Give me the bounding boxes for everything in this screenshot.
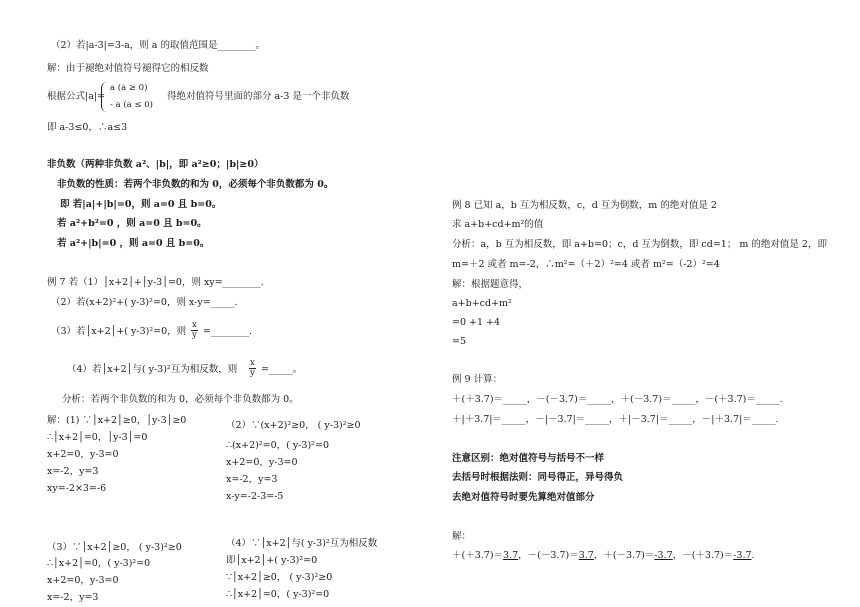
fraction-denominator: y — [191, 329, 197, 340]
analysis: 分析：若两个非负数的和为 0，必须每个非负数都为 0。 — [62, 394, 299, 405]
example7-part2: （2）若(x+2)²+( y-3)²=0，则 x-y=_____. — [51, 297, 238, 308]
solution-1-line: xy=-2×3=-6 — [47, 483, 107, 494]
note-3: 去绝对值符号时要先算绝对值部分 — [452, 492, 595, 503]
example7-part3-tail: =________. — [203, 326, 252, 337]
example8-solution-label: 解：根据题意得， — [452, 279, 529, 290]
example7-part3: （3）若│x+2│+( y-3)²=0，则 — [51, 326, 187, 337]
solution-2-line: x+2=0，y-3=0 — [226, 457, 298, 468]
answer-value: 3.7 — [503, 550, 519, 561]
example8-analysis: 分析：a，b 互为相反数，即 a+b=0；c，d 互为倒数，即 cd=1； m 的绝对值是 2，即 — [452, 239, 827, 250]
example9-answers — [452, 551, 755, 562]
solution-4-line: （4）∵│x+2│与( y-3)²互为相反数 — [226, 538, 378, 549]
formula-prefix: 根据公式|a|= — [47, 91, 106, 102]
answer-expr: ＋(＋3.7)＝ — [452, 550, 504, 561]
solution-4-line: 即│x+2│+( y-3)²=0 — [226, 555, 318, 566]
solution-1-line: x+2=0，y-3=0 — [47, 449, 119, 460]
answer-sep: ， — [518, 550, 528, 561]
example8-line2: 求 a+b+cd+m²的值 — [452, 219, 544, 230]
solution-3-line: ∴│x+2│=0，( y-3)²=0 — [47, 558, 151, 569]
solution-3-line: x=-2，y=3 — [47, 592, 99, 603]
answer-expr: ＋(－3.7)＝ — [603, 550, 655, 561]
fraction-denominator: y — [249, 367, 255, 378]
answer-sep: ， — [593, 550, 604, 561]
nonneg-rule-1: 即 若|a|+|b|=0，则 a=0 且 b=0。 — [60, 199, 222, 210]
answer-sep: . — [751, 550, 755, 561]
note-1: 注意区别：绝对值符号与括号不一样 — [452, 453, 605, 464]
fraction-numerator: x — [250, 358, 255, 368]
nonneg-property: 非负数的性质：若两个非负数的和为 0，必须每个非负数都为 0。 — [57, 179, 334, 190]
fraction-x-over-y — [191, 321, 198, 339]
q2-line: （2）若|a-3|=3-a，则 a 的取值范围是________。 — [51, 40, 265, 51]
solution-intro: 解：由于褪绝对值符号褪得它的相反数 — [47, 63, 209, 74]
answer-expr: －(－3.7)＝ — [527, 550, 579, 561]
solution-2-line: x-y=-2-3=-5 — [226, 491, 284, 502]
solution-2-line: ∴(x+2)²=0，( y-3)²=0 — [226, 440, 329, 451]
nonneg-rule-3: 若 a²+|b|=0 ，则 a=0 且 b=0。 — [57, 238, 210, 249]
formula-brace — [101, 82, 108, 112]
answer-value: -3.7 — [733, 550, 752, 561]
example8-line1: 例 8 已知 a，b 互为相反数，c，d 互为倒数，m 的绝对值是 2 — [452, 200, 717, 211]
example7-part1: 例 7 若（1）│x+2│+│y-3│=0，则 xy=________. — [47, 277, 264, 288]
solution-2-line: （2）∵(x+2)²≥0， ( y-3)²≥0 — [226, 420, 361, 431]
example9-row-2: ＋|＋3.7|＝_____，－|－3.7|＝_____，＋|－3.7|＝_____，－|＋3.7|＝_____. — [452, 414, 779, 425]
formula-suffix: 得绝对值符号里面的部分 a-3 是一个非负数 — [167, 91, 350, 102]
answer-sep: ， — [672, 550, 683, 561]
example7-part4-tail: =_____。 — [261, 364, 303, 375]
solution-2-line: x=-2，y=3 — [226, 474, 278, 485]
fraction-x-over-y-2 — [249, 359, 256, 377]
example8-analysis-2: m=＋2 或者 m=-2，∴m²=（＋2）²=4 或者 m²=（-2）²=4 — [452, 259, 720, 270]
solution-1-line: ∴│x+2│=0，│y-3│=0 — [47, 432, 148, 443]
conclusion: 即 a-3≤0，∴a≤3 — [47, 122, 128, 133]
solution-4-line: ∵│x+2│≥0， ( y-3)²≥0 — [226, 572, 333, 583]
note-2: 去括号时根据法则：同号得正，异号得负 — [452, 472, 624, 483]
example8-step-3: =5 — [452, 336, 467, 347]
solution-1-line: x=-2，y=3 — [47, 466, 99, 477]
solution-4-line: ∴│x+2│=0，( y-3)²=0 — [226, 589, 330, 600]
example8-step-1: a+b+cd+m² — [452, 298, 512, 309]
fraction-numerator: x — [192, 320, 197, 330]
formula-case-2: - a (a ≤ 0) — [110, 100, 153, 110]
nonneg-title: 非负数（两种非负数 a²、|b|，即 a²≥0；|b|≥0） — [47, 159, 264, 170]
example9-row-1: ＋(＋3.7)＝_____，－(－3.7)＝_____，＋(－3.7)＝_____，－(＋3.7)＝_____. — [452, 394, 783, 405]
answer-value: -3.7 — [654, 550, 673, 561]
example7-part4: （4）若│x+2│与( y-3)²互为相反数，则 — [67, 364, 238, 375]
solution-3-line: （3）∵│x+2│≥0， ( y-3)²≥0 — [47, 542, 182, 553]
example9-solution-label: 解： — [452, 531, 472, 542]
answer-expr: －(＋3.7)＝ — [682, 550, 734, 561]
example9-title: 例 9 计算： — [452, 374, 503, 385]
solution-3-line: x+2=0，y-3=0 — [47, 575, 119, 586]
solution-1-line: 解：(1) ∵│x+2│≥0，│y-3│≥0 — [47, 415, 187, 426]
example8-step-2: =0 +1 +4 — [452, 317, 501, 328]
nonneg-rule-2: 若 a²+b²=0 ，则 a=0 且 b=0。 — [57, 218, 207, 229]
answer-value: 3.7 — [578, 550, 594, 561]
formula-case-1: a (a ≥ 0) — [110, 83, 148, 93]
